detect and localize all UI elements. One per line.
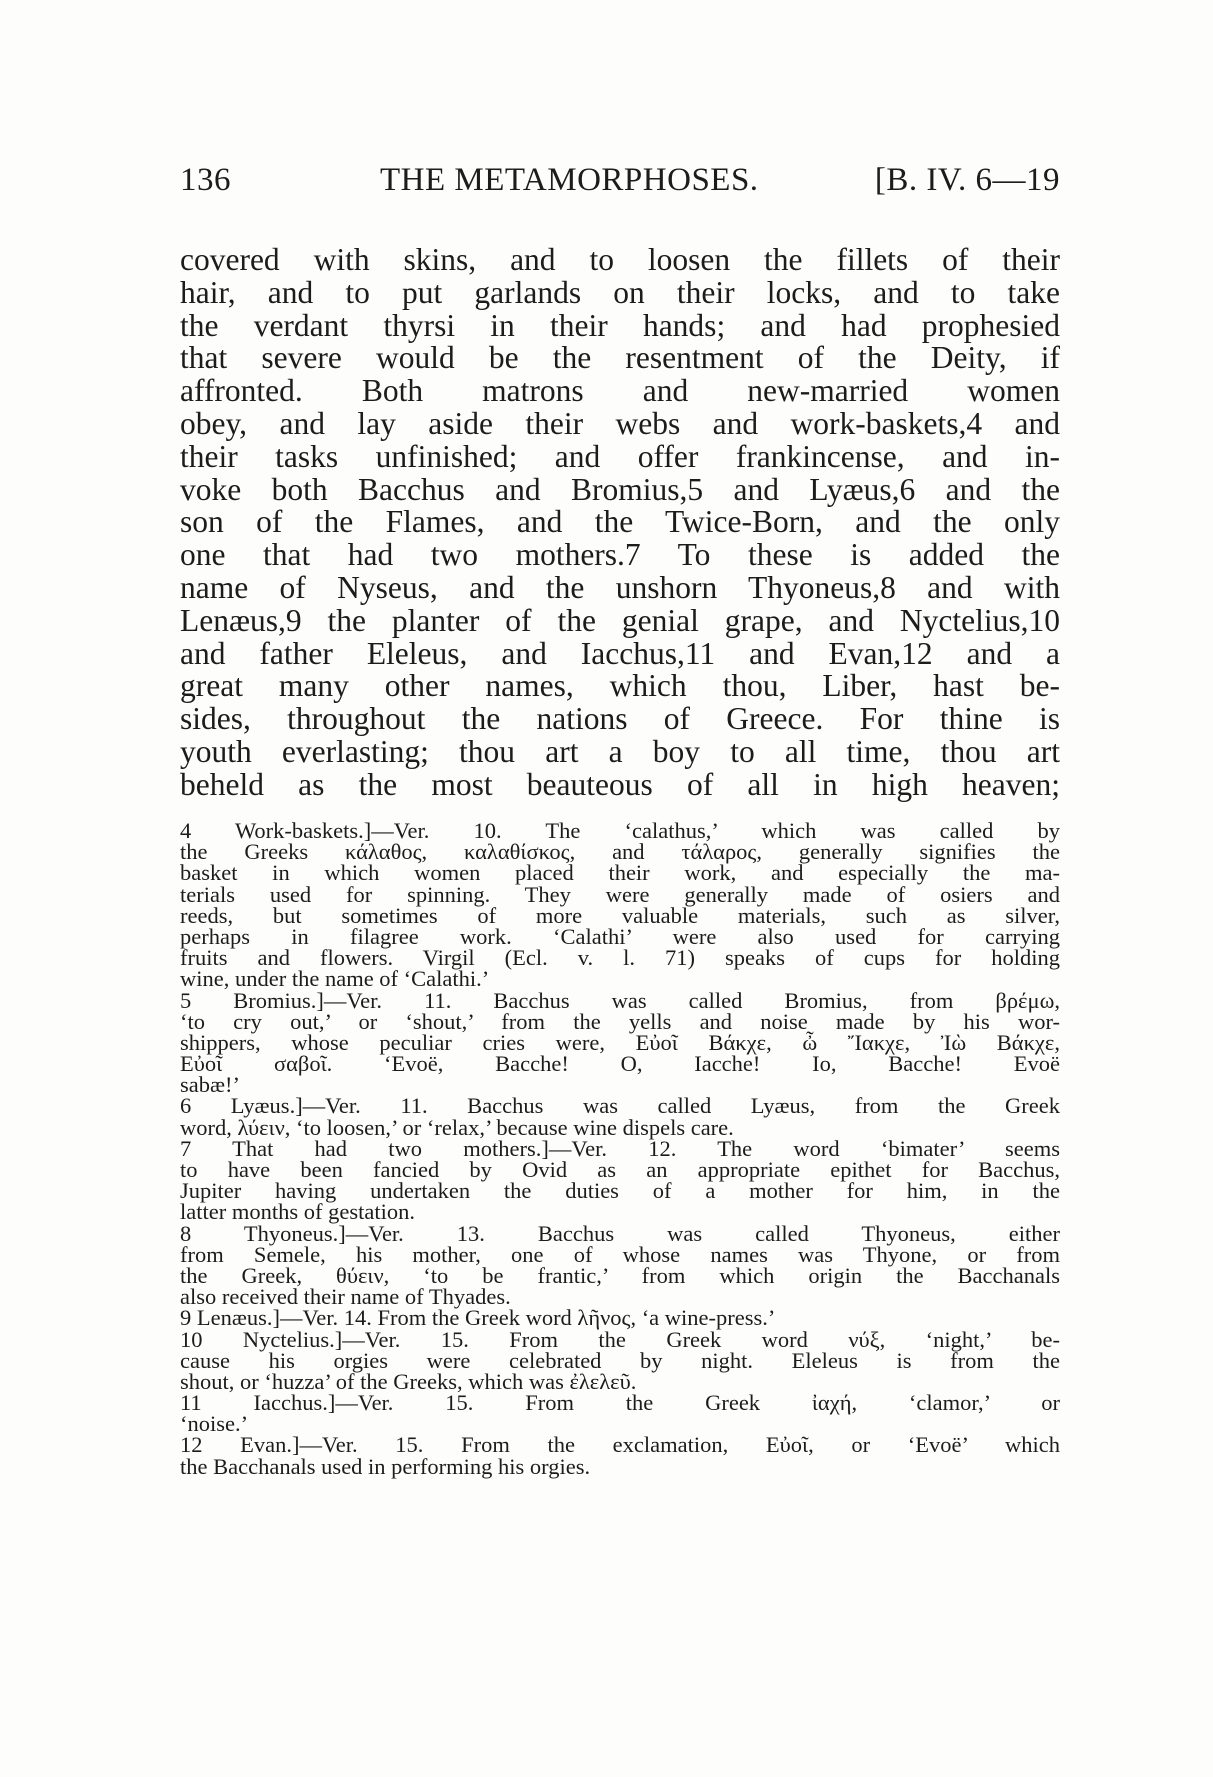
footnote-line: perhaps in filagree work. ‘Calathi’ were also used for carrying [180,923,1060,949]
footnote-line: the Bacchanals used in performing his orgies. [180,1453,591,1479]
footnote-line: ‘to cry out,’ or ‘shout,’ from the yells and noise made by his wor- [180,1008,1060,1034]
footnote-line: ‘noise.’ [180,1411,249,1437]
body-line: name of Nyseus, and the unshorn Thyoneus,8 and with [180,569,1060,605]
footnote-line: 12 Evan.]—Ver. 15. From the exclamation, Εὐοῖ, or ‘Evoë’ which [180,1432,1060,1458]
footnote-line: 8 Thyoneus.]—Ver. 13. Bacchus was called Thyoneus, either [180,1220,1060,1246]
footnote-7 [180,1135,1060,1225]
footnote-line: wine, under the name of ‘Calathi.’ [180,966,490,992]
footnote-11 [180,1390,1060,1437]
footnote-line: word, λύειν, ‘to loosen,’ or ‘relax,’ because wine dispels care. [180,1114,734,1140]
footnote-line: Εὐοῖ σαβοῖ. ‘Evoë, Bacche! O, Iacche! Io, Bacche! Evoë [180,1051,1060,1077]
footnote-line: Jupiter having undertaken the duties of a mother for him, in the [180,1178,1060,1204]
body-line: voke both Bacchus and Bromius,5 and Lyæus,6 and the [180,471,1060,507]
body-line: the verdant thyrsi in their hands; and had prophesied [180,307,1060,343]
body-line: affronted. Both matrons and new-married women [180,373,1060,409]
footnote-line: fruits and flowers. Virgil (Ecl. v. l. 71) speaks of cups for holding [180,945,1060,971]
footnote-4 [180,820,1060,990]
footnote-line: 4 Work-baskets.]—Ver. 10. The ‘calathus,’ which was called by [180,818,1060,843]
footnote-line: 10 Nyctelius.]—Ver. 15. From the Greek word νύξ, ‘night,’ be- [180,1326,1060,1352]
footnote-line: shout, or ‘huzza’ of the Greeks, which was ἐλελεῦ. [180,1368,637,1394]
footnote-10 [180,1326,1060,1394]
footnote-line: the Greek, θύειν, ‘to be frantic,’ from which origin the Bacchanals [180,1262,1060,1288]
footnote-line: shippers, whose peculiar cries were, Εὐοῖ Βάκχε, ὦ Ἴακχε, Ἰὼ Βάκχε, [180,1029,1060,1055]
footnote-line: basket in which women placed their work, and especially the ma- [180,860,1060,886]
page-number: 136 [180,162,231,198]
body-line: hair, and to put garlands on their locks, and to take [180,274,1060,310]
body-line: covered with skins, and to loosen the fillets of their [180,242,1060,277]
footnote-12 [180,1432,1060,1479]
footnote-line: also received their name of Thyades. [180,1284,511,1310]
footnote-6 [180,1093,1060,1140]
body-line: youth everlasting; thou art a boy to all time, thou art [180,733,1060,769]
body-line: obey, and lay aside their webs and work-baskets,4 and [180,405,1060,441]
footnote-line: latter months of gestation. [180,1199,415,1225]
book-reference: [B. IV. 6—19 [874,162,1060,198]
footnote-line: from Semele, his mother, one of whose names was Thyone, or from [180,1241,1060,1267]
footnote-line: 7 That had two mothers.]—Ver. 12. The word ‘bimater’ seems [180,1135,1060,1161]
footnote-9 [180,1305,1060,1331]
footnote-8 [180,1220,1060,1310]
footnote-line: to have been fancied by Ovid as an appropriate epithet for Bacchus, [180,1157,1060,1182]
body-line: one that had two mothers.7 To these is added the [180,537,1060,573]
footnote-line: terials used for spinning. They were generally made of osiers and [180,881,1060,907]
body-line: Lenæus,9 the planter of the genial grape, and Nyctelius,10 [180,602,1060,638]
footnote-line: 5 Bromius.]—Ver. 11. Bacchus was called Bromius, from βρέμω, [180,987,1060,1013]
footnote-line: sabæ!’ [180,1072,240,1098]
body-line: great many other names, which thou, Liber, hast be- [180,668,1060,704]
body-line: sides, throughout the nations of Greece. For thine is [180,701,1060,737]
body-line: son of the Flames, and the Twice-Born, and the only [180,504,1060,540]
footnotes [180,820,1060,1477]
footnote-5 [180,987,1060,1098]
body-line: their tasks unfinished; and offer frankincense, and in- [180,438,1060,474]
footnote-line: cause his orgies were celebrated by night. Eleleus is from the [180,1347,1060,1373]
body-line: that severe would be the resentment of the Deity, if [180,340,1060,376]
main-text [180,244,1060,802]
body-line: and father Eleleus, and Iacchus,11 and Evan,12 and a [180,635,1060,671]
footnote-line: reeds, but sometimes of more valuable materials, such as silver, [180,902,1060,928]
running-header [180,162,1060,206]
running-title: THE METAMORPHOSES. [380,162,759,198]
footnote-line: 9 Lenæus.]—Ver. 14. From the Greek word λῆνος, ‘a wine-press.’ [180,1305,776,1331]
footnote-line: 6 Lyæus.]—Ver. 11. Bacchus was called Lyæus, from the Greek [180,1093,1060,1119]
footnote-line: the Greeks κάλαθος, καλαθίσκος, and τάλαρος, generally signifies the [180,839,1060,865]
footnote-line: 11 Iacchus.]—Ver. 15. From the Greek ἰαχή, ‘clamor,’ or [180,1390,1060,1416]
body-line: beheld as the most beauteous of all in high heaven; [180,766,1060,802]
